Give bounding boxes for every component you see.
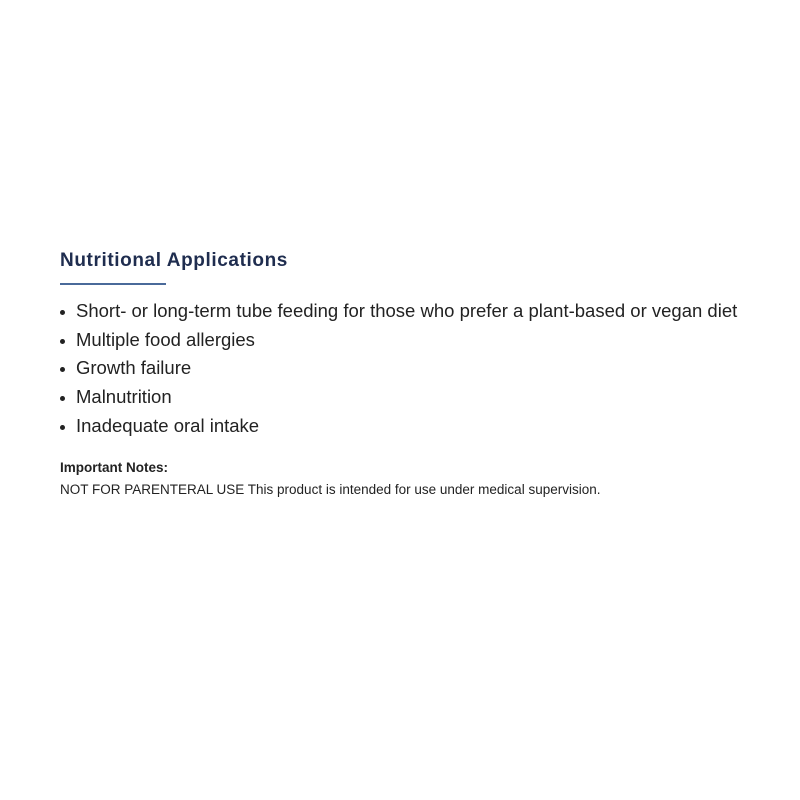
title-underline — [60, 283, 166, 285]
notes-text: NOT FOR PARENTERAL USE This product is intended for use under medical supervision. — [60, 481, 601, 497]
list-item: Growth failure — [60, 354, 780, 383]
applications-list — [60, 297, 780, 441]
list-item: Short- or long-term tube feeding for those who prefer a plant-based or vegan diet — [60, 297, 780, 326]
notes-label: Important Notes: — [60, 459, 168, 475]
nutritional-applications-section — [60, 250, 780, 501]
section-title: Nutritional Applications — [60, 250, 288, 271]
list-item: Multiple food allergies — [60, 326, 780, 355]
list-item: Malnutrition — [60, 383, 780, 412]
important-notes — [60, 457, 780, 501]
list-item: Inadequate oral intake — [60, 412, 780, 441]
